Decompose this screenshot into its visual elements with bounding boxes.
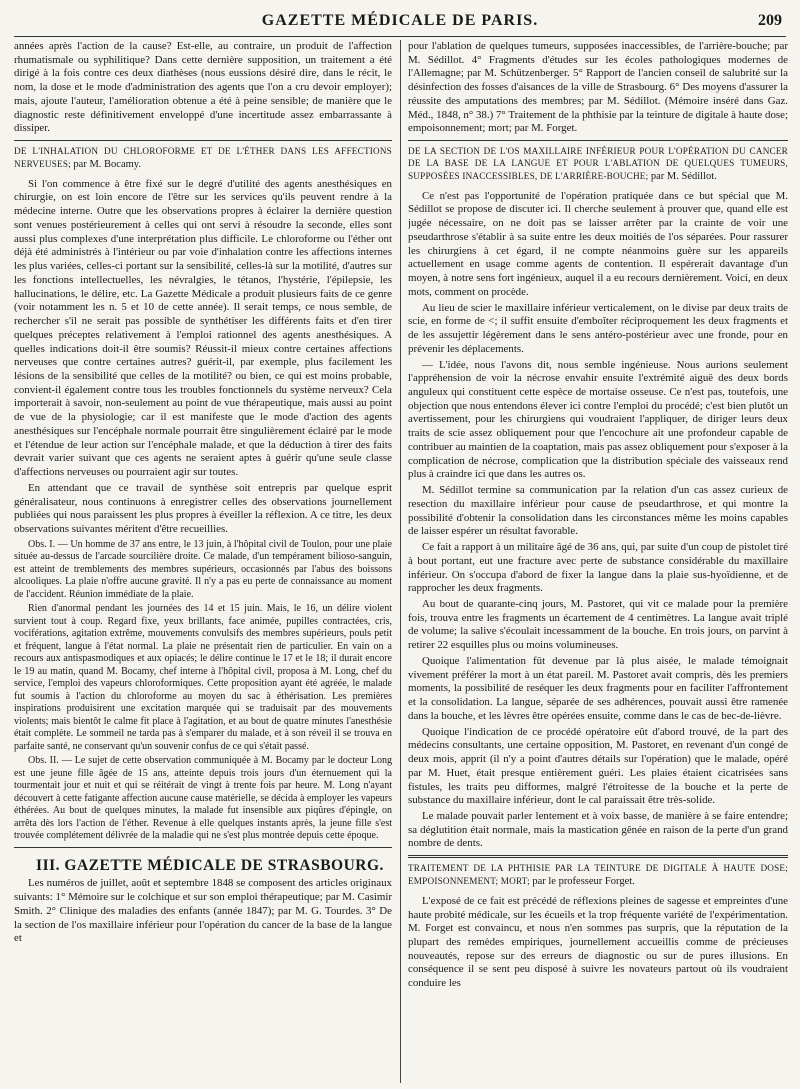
- paragraph: En attendant que ce travail de synthèse soit entrepris par quelque esprit généralisateur, nous continuons à enregistrer celles des observations journellement publiées qui nous paraissent les plus propres à éveiller la réflexion. A ce titre, les deux observations suivantes méritent d'être recueillies.: [14, 481, 392, 536]
- paragraph: Quoique l'indication de ce procédé opératoire eût d'abord trouvé, de la part des médecins consultants, une certaine opposition, M. Pastoret, en revenant d'un congé de deux mois, apprit (il n'y a point d'autres détails sur l'opération) que le malade, opéré par M. Huet, était presque entièrement guéri. Les plaies étaient cicatrisées sans fistules, les traits peu difformes, malgré l'étroitesse de la bouche et la perte de substance du maxillaire inférieur, dont le cal paraissait être très-solide.: [408, 725, 788, 807]
- heading-author: par M. Sédillot.: [650, 171, 717, 183]
- paragraph: Les numéros de juillet, août et septembre 1848 se composent des articles originaux suivants: 1° Mémoire sur le colchique et sur son emploi thérapeutique; par M. Casimir Smith. 2° Clinique des maladies des enfants (année 1847); par M. G. Tourdes. 3° De la section de l'os maxillaire inférieur pour l'opération du cancer de la base de la langue et: [14, 877, 392, 945]
- paragraph: L'exposé de ce fait est précédé de réflexions pleines de sagesse et empreintes d'une haute probité médicale, sur les écueils et la trop fréquente variété de l'expérimentation. M. Forget est convaincu, et nous n'en sommes pas surpris, que la réputation de la plupart des remèdes empiriques, journellement accueillis comme de précieuses nouveautés, repose sur des erreurs de diagnostic ou sur de pures illusions. En conséquence il se sent peu disposé à suivre les novateurs partout où ils voudraient conduire les: [408, 894, 788, 990]
- column-rule: [400, 40, 401, 1083]
- divider: [408, 140, 788, 141]
- divider: [14, 847, 392, 848]
- paragraph: — L'idée, nous l'avons dit, nous semble ingénieuse. Nous aurions seulement l'appréhension de voir la nécrose envahir ensuite l'extrémité aiguë des deux bords anguleux qui constituent cette espèce de mortaise osseuse. Ce n'est pas, toutefois, une objection que nous entendons élever ici contre l'emploi du procédé; c'est bien plutôt un avertissement, pour les chirurgiens qui voudraient l'appliquer, de diriger leurs deux traits de scie assez obliquement pour que l'encochure ait une profondeur capable de contribuer au maintien de la coaptation, mais pas assez obliquement pour s'exposer à la complication de nécrose, complication que la distribution spéciale des vaisseaux rend plus à craindre ici que dans les autres os.: [408, 358, 788, 481]
- page-number: 209: [758, 12, 782, 29]
- paragraph: pour l'ablation de quelques tumeurs, supposées inaccessibles, de l'arrière-bouche; par M. Sédillot. 4° Fragments d'études sur les écoles pathologiques modernes de l'Allemagne; par M. Schützenberger. 5° Rapport de l'ancien conseil de salubrité sur la désinfection des fosses d'aisances de la ville de Strasbourg. 6° Des moyens d'assurer la réussite des amputations des membres; par M. Sédillot. (Mémoire inséré dans Gaz. Méd., 1848, n° 38.) 7° Traitement de la phthisie par la teinture de digitale à haute dose; empoisonnement; mort; par M. Forget.: [408, 40, 788, 135]
- article-heading: [408, 863, 788, 889]
- divider: [408, 855, 788, 858]
- observation: Obs. I. — Un homme de 37 ans entre, le 13 juin, à l'hôpital civil de Toulon, pour une plaie située au-dessus de l'arcade sourcilière droite. Ce malade, d'un tempérament bilioso-sanguin, est atteint de tremblements des membres supérieurs, occasionnés par l'abus des boissons alcooliques. La plaie n'offre aucune gravité. Il n'y a pas eu perte de connaissance au moment de l'accident. Réunion immédiate de la plaie.: [14, 538, 392, 600]
- observation: Rien d'anormal pendant les journées des 14 et 15 juin. Mais, le 16, un délire violent survient tout à coup. Regard fixe, yeux brillants, face animée, pupilles contractées, cris, vociférations, agitation extrême, mouvements convulsifs des membres supérieurs, pouls petit et fréquent, langue à l'état normal. La plaie ne présentait rien de particulier. En vain on a recours aux antispasmodiques et aux opiacés; le délire continue le 17 et le 18; il durait encore le 19 au matin, quand M. Bocamy, chef interne à l'hôpital civil, proposa à M. Long, chef du service, l'emploi des vapeurs chloroformiques. Cette proposition ayant été agréée, le malade fut soumis à l'action du chloroforme au moyen du sac à éthérisation. Les premières inspirations produisirent une excitation marquée qui se traduisait par des mouvements violents; mais bientôt le calme fit place à l'agitation, et au bout de quatre minutes l'anesthésie était complète. Le sommeil ne tarda pas à s'emparer du malade, et à son réveil il se trouva en parfaite santé, ne conservant qu'un souvenir confus de ce qui s'était passé.: [14, 603, 392, 752]
- paragraph: Le malade pouvait parler lentement et à voix basse, de manière à se faire entendre; sa déglutition était normale, mais la mastication gênée en raison de la perte d'un grand nombre de dents.: [408, 810, 788, 850]
- right-column: [408, 40, 788, 1085]
- paragraph: M. Sédillot termine sa communication par la relation d'un cas assez curieux de resection du maxillaire inférieur pour cause de pseudarthrose, et qui montre la possibilité d'obtenir la consolidation dans les circonstances même les moins capables de laisser espérer un résultat favorable.: [408, 484, 788, 538]
- left-column: [14, 40, 392, 1085]
- header-rule: [14, 36, 786, 37]
- heading-author: par le professeur Forget.: [532, 876, 635, 888]
- paragraph: Ce n'est pas l'opportunité de l'opération pratiquée dans ce but spécial que M. Sédillot se propose de discuter ici. Il cherche seulement à prouver que, quand elle est jugée nécessaire, on ne doit pas se laisser arrêter par la crainte de voir une pseudarthrose s'établir à sa suite entre les deux moitiés de l'os séparées. Pour rassurer les chirurgiens à cet égard, il ne compte néanmoins guère sur les appareils actuellement en usage comme agents de contention. Il espérerait davantage d'un moyen, à notre sens fort ingénieux, auquel il a eu recours dernièrement. Voici, en deux mots, comment on procède.: [408, 189, 788, 298]
- paragraph: Quoique l'alimentation fût devenue par là plus aisée, le malade témoignait vivement préférer la mort à un état pareil. M. Pastoret avait compris, dès les premiers moments, la possibilité de reséquer les deux fragments pour en faciliter l'affrontement et la consolidation. La langue, séparée de ses adhérences, pouvait aussi être ramenée dans la bouche, et les lèvres être opérées ensuite, comme dans le cas de bec-de-lièvre.: [408, 654, 788, 722]
- heading-text: DE LA SECTION DE L'OS MAXILLAIRE INFÉRIEUR POUR L'OPÉRATION DU CANCER DE LA BASE DE LA LANGUE ET POUR L'ABLATION DE QUELQUES TUMEURS, SUPPOSÉES INACCESSIBLES, DE L'ARRIÈRE-BOUCHE;: [408, 146, 788, 182]
- paragraph: Si l'on commence à être fixé sur le degré d'utilité des agents anesthésiques en chirurgie, on est loin encore de l'être sur les services qu'ils peuvent rendre à la médecine interne. Outre que les observations propres à éclairer la dernière question sont venues postérieurement à celles qui ont servi à résoudre la seconde, elles sont aussi plus complexes d'une interprétation plus difficile. Le chloroforme ou l'éther ont déjà été administrés à l'intérieur ou par voie d'inhalation contre les affections internes les plus variées, celles-ci portant sur la sensibilité, celles-là sur la motilité, d'autres sur les fonctions intellectuelles, les névralgies, le tétanos, l'hystérie, l'épilepsie, les hallucinations, le délire, etc. La Gazette Médicale a produit plusieurs faits de ce genre (voir notamment les n. 5 et 10 de cette année). Il serait temps, ce nous semble, de rechercher s'il ne serait pas possible de synthétiser les différents faits et d'en tirer quelques préceptes relativement à l'emploi rationnel des agents anesthésiques. A quelles indications doit-il être soumis? Réussit-il mieux contre certaines affections nerveuses que contre certaines autres? guérit-il, par exemple, plus facilement les lésions de la sensibilité que celles de la motilité? ou bien, ce qui est moins probable, convient-il également contre tous les troubles fonctionnels du système nerveux? Cela importerait à savoir, non-seulement au point de vue thérapeutique, mais aussi au point de vue de la physiologie; car il est manifeste que le mode d'action des agents anesthésiques sur l'encéphale normale pourrait être singulièrement éclairé par le mode et l'étendue de leur action sur l'encéphale malade, et que la déduction à tirer des faits devrait varier suivant que ces agents ne seraient aptes à guérir qu'une seule classe d'affections nerveuses ou pourraient agir sur toutes.: [14, 177, 392, 479]
- heading-text: DE L'INHALATION DU CHLOROFORME ET DE L'ÉTHER DANS LES AFFECTIONS NERVEUSES;: [14, 146, 392, 170]
- paragraph: Ce fait a rapport à un militaire âgé de 36 ans, qui, par suite d'un coup de pistolet tiré à bout portant, eut une fracture avec perte de substance considérable du maxillaire inférieur. On s'occupa d'abord de fixer la langue dans la plaie sus-hyoïdienne, et de rapprocher les deux fragments.: [408, 541, 788, 595]
- observation: Obs. II. — Le sujet de cette observation communiquée à M. Bocamy par le docteur Long est une jeune fille âgée de 15 ans, atteinte depuis trois jours d'un éternuement qui la tourmentait jour et nuit et qui se réitérait de vingt à trente fois par heure. M. Long n'ayant découvert à cette fatigante affection aucune cause matérielle, se décida à employer les vapeurs éthérées. Au bout de quelques minutes, la malade fut insensible aux piqûres d'épingle, on arrêta dès lors l'action de l'éther. Revenue à elle quelques instants après, la jeune fille s'est trouvée complétement délivrée de la maladie qui ne s'est plus montrée depuis cette époque.: [14, 755, 392, 842]
- paragraph: Au bout de quarante-cinq jours, M. Pastoret, qui vit ce malade pour la première fois, trouva entre les fragments un écartement de 4 centimètres. La langue avait triplé de volume; la salive s'écoulait incessamment de la bouche. En trois jours, on parvint à retirer 22 esquilles plus ou moins volumineuses.: [408, 597, 788, 652]
- divider: [14, 140, 392, 141]
- article-heading: [14, 146, 392, 172]
- paragraph: Au lieu de scier le maxillaire inférieur verticalement, on le divise par deux traits de scie, en forme de <; il suffit ensuite d'emboîter réciproquement les deux fragments et de les assujettir légèrement dans le sens antéro-postérieur avec une fronde, pour en prévenir les déplacements.: [408, 301, 788, 355]
- running-title: GAZETTE MÉDICALE DE PARIS.: [261, 12, 539, 29]
- article-heading: [408, 146, 788, 184]
- heading-text: TRAITEMENT DE LA PHTHISIE PAR LA TEINTURE DE DIGITALE À HAUTE DOSE; EMPOISONNEMENT; MORT;: [408, 863, 788, 887]
- heading-author: par M. Bocamy.: [73, 159, 141, 171]
- section-title: III. GAZETTE MÉDICALE DE STRASBOURG.: [36, 856, 384, 874]
- page-header: [14, 10, 786, 36]
- paragraph: années après l'action de la cause? Est-elle, au contraire, un produit de l'affection rhumatismale ou syphilitique? Dans cette dernière supposition, un traitement a été dirigé à la fois contre ces deux diathèses (nous eussions désiré dire, dans le récit, le nom, la dose et le mode d'administration des agents que l'on a cru devoir employer); mais, ajoute l'auteur, l'amélioration obtenue a été à peine sensible; de manière que le diagnostic reste définitivement enveloppé d'une incertitude assez embarrassante à dissiper.: [14, 40, 392, 135]
